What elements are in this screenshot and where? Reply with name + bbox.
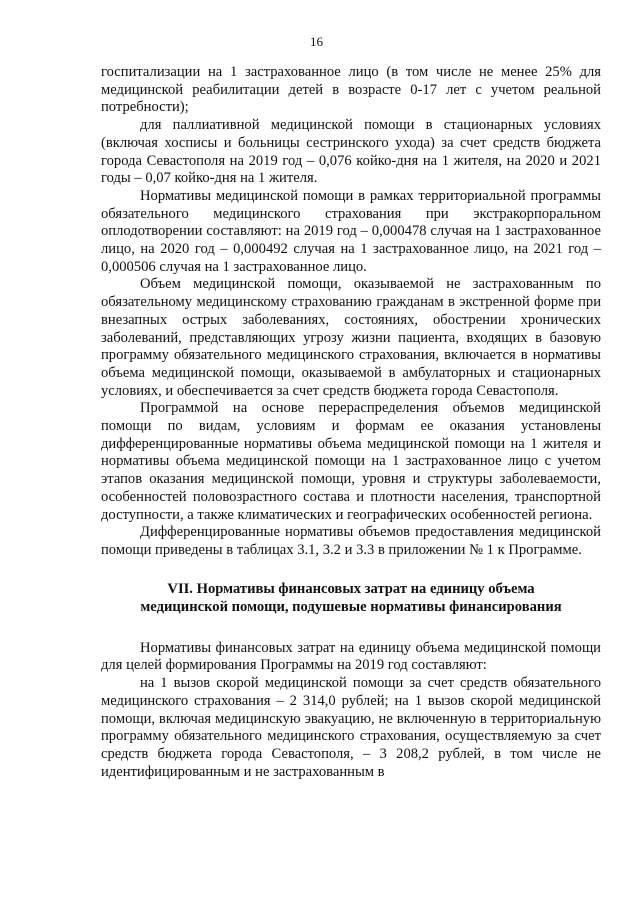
paragraph-ivf-norms: Нормативы медицинской помощи в рамках территориальной программы обязательного медицинского страхования при экстракорпоральном оплодотворении составляют: на 2019 год – 0,000478 случая на 1 застрахованное лицо, на 2020 год – 0,000492 случая на 1 застрахованное лицо, на 2021 год – 0,000506 случая на 1 застрахованное лицо. xyxy=(101,187,601,275)
paragraph-palliative-care: для паллиативной медицинской помощи в стационарных условиях (включая хосписы и больницы сестринского ухода) за счет средств бюджета города Севастополя на 2019 год – 0,076 койко-дня на 1 жителя, на 2020 и 2021 годы – 0,07 койко-дня на 1 жителя. xyxy=(101,117,601,187)
paragraph-uninsured-emergency: Объем медицинской помощи, оказываемой не застрахованным по обязательному медицинскому страхованию гражданам в экстренной форме при внезапных острых заболеваниях, состояниях, обострении хронических заболеваний, представляющих угрозу жизни пациента, входящих в базовую программу обязательного медицинского страхования, включается в нормативы объема медицинской помощи, оказываемой в амбулаторных и стационарных условиях, и обеспечивается за счет средств бюджета города Севастополя. xyxy=(101,276,601,399)
section-heading-line-2: медицинской помощи, подушевые нормативы финансирования xyxy=(140,598,562,615)
section-heading-vii xyxy=(101,580,601,616)
paragraph-ambulance-call-cost: на 1 вызов скорой медицинской помощи за счет средств обязательного медицинского страхования – 2 314,0 рублей; на 1 вызов скорой медицинской помощи, включая медицинскую эвакуацию, не включенную в территориальную программу обязательного медицинского страхования, осуществляемую за счет средств бюджета города Севастополя, – 3 208,2 рублей, в том числе не идентифицированным и не застрахованным в xyxy=(101,675,601,780)
page-number: 16 xyxy=(310,34,323,49)
document-body xyxy=(101,64,601,781)
paragraph-hospitalization-continuation: госпитализации на 1 застрахованное лицо (в том числе не менее 25% для медицинской реабилитации детей в возрасте 0-17 лет с учетом реальной потребности); xyxy=(101,64,601,116)
paragraph-financial-cost-norms: Нормативы финансовых затрат на единицу объема медицинской помощи для целей формирования Программы на 2019 год составляют: xyxy=(101,639,601,674)
paragraph-differentiated-norms: Программой на основе перераспределения объемов медицинской помощи по видам, условиям и формам ее оказания установлены дифференцированные нормативы объема медицинской помощи на 1 жителя и нормативы объема медицинской помощи на 1 застрахованное лицо с учетом этапов оказания медицинской помощи, уровня и структуры заболеваемости, особенностей половозрастного состава и плотности населения, транспортной доступности, а также климатических и географических особенностей региона. xyxy=(101,400,601,523)
section-heading-line-1: VII. Нормативы финансовых затрат на единицу объема xyxy=(167,580,535,597)
paragraph-tables-reference: Дифференцированные нормативы объемов предоставления медицинской помощи приведены в таблицах 3.1, 3.2 и 3.3 в приложении № 1 к Программе. xyxy=(101,524,601,558)
